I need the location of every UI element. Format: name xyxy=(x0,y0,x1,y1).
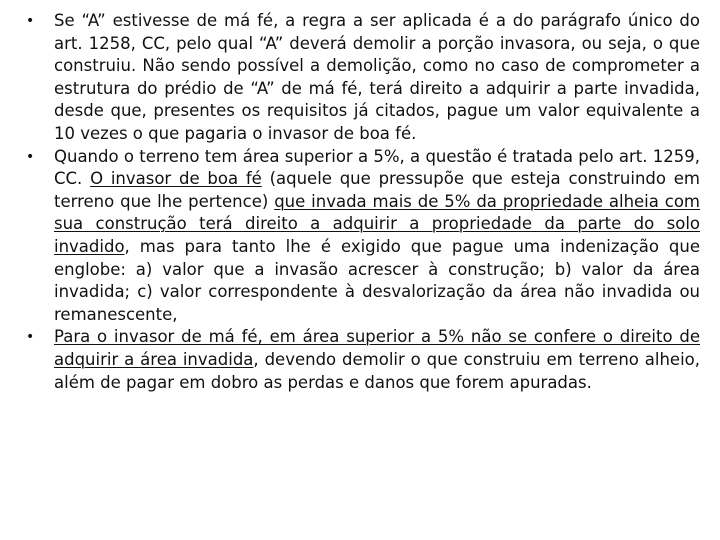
bullet-icon: • xyxy=(26,329,35,346)
bullet-item-1 xyxy=(22,10,700,146)
bullet-item-2 xyxy=(22,146,700,327)
bullet-icon: • xyxy=(26,13,35,29)
bullet-text: Se “A” estivesse de má fé, a regra a ser aplicada é a do parágrafo único do art. 1258, CC, pelo qual “A” deverá demolir a porção invasora, ou seja, o que construiu. Não sendo possível a demolição, como no caso de comprometer a estrutura do prédio de “A” de má fé, terá direito a adquirir a parte invadida, desde que, presentes os requisitos já citados, pague um valor equivalente a 10 vezes o que pagaria o invasor de boa fé. xyxy=(54,11,700,143)
underlined-text: O invasor de boa fé xyxy=(90,169,262,189)
bullet-list xyxy=(22,10,700,394)
bullet-text: Quando o terreno tem área superior a 5%, a questão é tratada pelo art. 1259, CC. xyxy=(54,146,700,189)
underlined-text: Para o invasor de má fé, em área superior a 5% não se confere o direito de adquirir a área invadida xyxy=(54,327,700,369)
bullet-text: , mas para tanto lhe é exigido que pague uma indenização que englobe: a) valor que a invasão acrescer à construção; b) valor da área invadida; c) valor correspondente à desvalorização da área não invadida ou remanescente, xyxy=(54,236,700,324)
bullet-text: , devendo demolir o que construiu em terreno alheio, além de pagar em dobro as perdas e danos que forem apuradas. xyxy=(54,349,701,392)
bullet-icon: • xyxy=(26,148,35,165)
bullet-item-3 xyxy=(22,326,700,394)
underlined-text: que invada mais de 5% da propriedade alheia com sua construção terá direito a adquirir a propriedade da parte do solo invadido xyxy=(54,191,700,256)
bullet-text: (aquele que pressupõe que esteja construindo em terreno que lhe pertence) xyxy=(54,169,700,211)
